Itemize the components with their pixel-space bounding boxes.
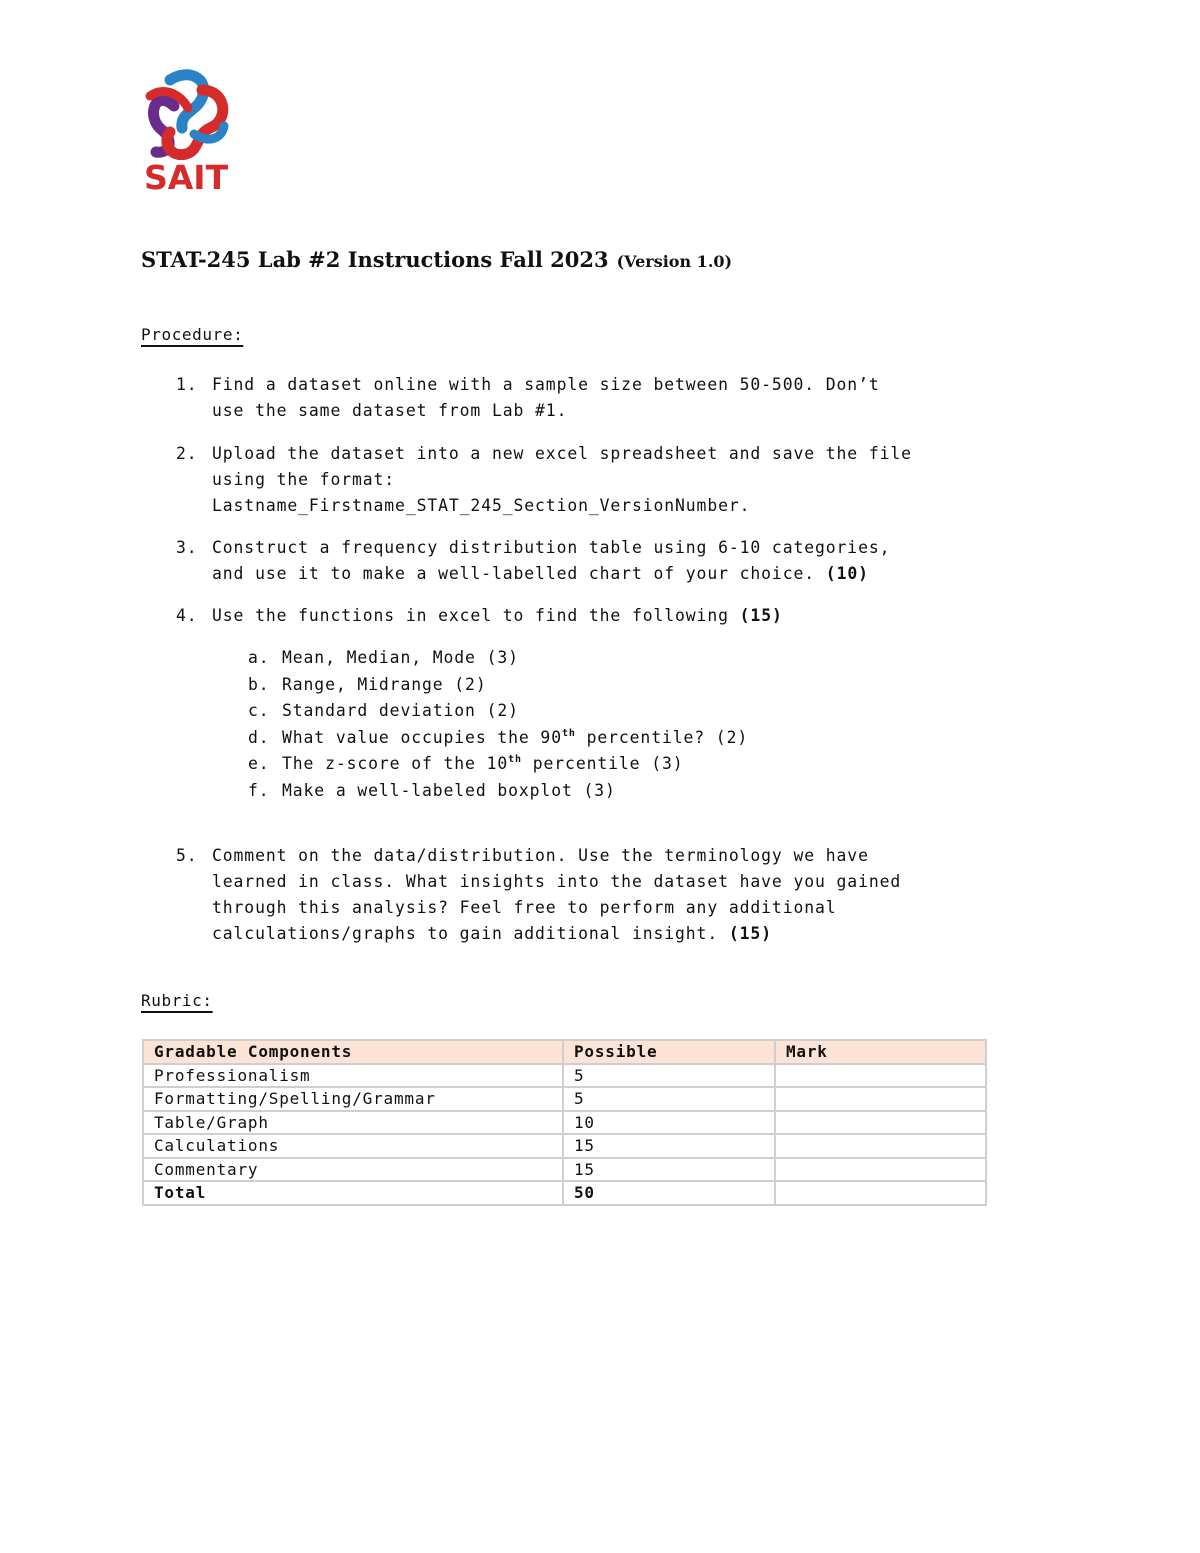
list-item [176, 372, 1056, 424]
mark-cell [775, 1158, 986, 1182]
column-header: Mark [775, 1040, 986, 1064]
sub-item-text: The z-score of the 10 [282, 754, 509, 773]
table-cell: Calculations [143, 1134, 563, 1158]
sub-item-text: percentile? (2) [575, 727, 749, 747]
item-text: Find a dataset online with a sample size between 50-500. Don’t [212, 375, 880, 394]
sub-item-letter: b. [248, 674, 270, 694]
sub-item-text: Make a well-labeled boxplot (3) [282, 780, 616, 800]
table-cell: Professionalism [143, 1064, 563, 1088]
title-main: STAT-245 Lab #2 Instructions Fall 2023 [141, 247, 609, 272]
item-number: 3. [176, 538, 198, 557]
item-text-part: Use the functions in excel to find the following [212, 606, 729, 625]
table-total-row [143, 1181, 986, 1205]
procedure-heading: Procedure: [141, 325, 244, 344]
table-row [143, 1134, 986, 1158]
sub-item-text: percentile (3) [521, 754, 684, 773]
mark-cell [775, 1134, 986, 1158]
sub-item-letter: e. [248, 754, 270, 773]
sub-item-letter: d. [248, 727, 270, 747]
list-item [176, 603, 1056, 629]
table-cell: 10 [563, 1111, 775, 1135]
item-text [212, 561, 1056, 587]
mark-cell [775, 1181, 986, 1205]
table-row [143, 1158, 986, 1182]
column-header: Gradable Components [143, 1040, 563, 1064]
table-cell: Table/Graph [143, 1111, 563, 1135]
item-number: 1. [176, 375, 198, 394]
logo-wordmark: SAIT [144, 158, 229, 197]
mark-cell [775, 1064, 986, 1088]
total-label: Total [143, 1181, 563, 1205]
table-row [143, 1087, 986, 1111]
total-value: 50 [563, 1181, 775, 1205]
table-cell: Formatting/Spelling/Grammar [143, 1087, 563, 1111]
sub-item-letter: a. [248, 648, 270, 667]
sub-list-item [248, 725, 948, 752]
title-version: (Version 1.0) [616, 252, 733, 271]
table-row [143, 1111, 986, 1135]
column-header: Possible [563, 1040, 775, 1064]
superscript: th [561, 727, 576, 739]
sub-item-text: What value occupies the 90 [282, 727, 562, 747]
rubric-heading: Rubric: [141, 991, 213, 1010]
item-text: through this analysis? Feel free to perform any additional [212, 898, 837, 917]
item-text: Comment on the data/distribution. Use the terminology we have [212, 846, 869, 865]
page-title [141, 245, 732, 277]
sub-list [248, 645, 948, 804]
item-number: 4. [176, 606, 198, 625]
table-row [143, 1064, 986, 1088]
table-cell: 15 [563, 1158, 775, 1182]
sub-list-item [248, 778, 948, 805]
item-text [212, 921, 1056, 947]
table-cell: 5 [563, 1087, 775, 1111]
list-item [176, 535, 1056, 587]
list-item [176, 441, 1056, 519]
item-number: 5. [176, 846, 198, 865]
item-points: (15) [739, 606, 783, 625]
item-text [212, 603, 1056, 629]
sub-list-item [248, 751, 948, 778]
item-text-part: calculations/graphs to gain additional insight. [212, 924, 719, 943]
sub-list-item [248, 645, 948, 672]
superscript: th [508, 754, 522, 765]
table-header-row [143, 1040, 986, 1064]
rubric-table [142, 1039, 987, 1206]
item-points: (15) [728, 924, 772, 943]
sub-item-letter: f. [248, 780, 270, 800]
item-text: using the format: [212, 470, 396, 489]
item-points: (10) [825, 564, 869, 583]
sub-list-item [248, 698, 948, 725]
item-text: use the same dataset from Lab #1. [212, 401, 568, 420]
sub-item-text: Mean, Median, Mode (3) [282, 648, 519, 667]
item-text: Lastname_Firstname_STAT_245_Section_VersionNumber. [212, 496, 751, 515]
mark-cell [775, 1087, 986, 1111]
table-cell: Commentary [143, 1158, 563, 1182]
sub-item-letter: c. [248, 701, 270, 720]
table-cell: 15 [563, 1134, 775, 1158]
item-text-part: and use it to make a well-labelled chart of your choice. [212, 564, 816, 583]
list-item [176, 843, 1056, 947]
table-cell: 5 [563, 1064, 775, 1088]
sub-item-text: Range, Midrange (2) [282, 674, 487, 694]
item-text: Upload the dataset into a new excel spreadsheet and save the file [212, 444, 912, 463]
sub-item-text: Standard deviation (2) [282, 701, 519, 720]
sub-list-item [248, 672, 948, 699]
item-text: learned in class. What insights into the dataset have you gained [212, 872, 902, 891]
mark-cell [775, 1111, 986, 1135]
item-text: Construct a frequency distribution table using 6-10 categories, [212, 538, 891, 557]
item-number: 2. [176, 444, 198, 463]
